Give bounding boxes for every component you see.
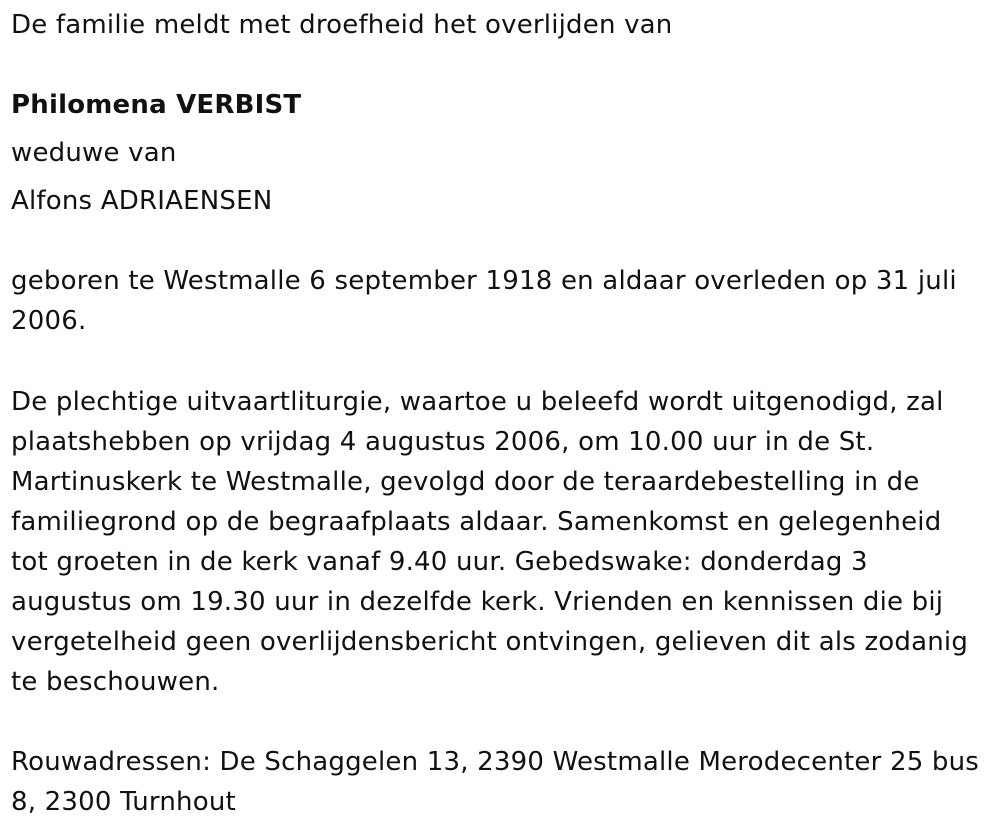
relation-text: weduwe van (11, 138, 177, 168)
intro-text: De familie meldt met droefheid het overlijden van (11, 10, 673, 40)
deceased-name: Philomena VERBIST (11, 90, 302, 120)
addresses-paragraph: Rouwadressen: De Schaggelen 13, 2390 Westmalle Merodecenter 25 bus 8, 2300 Turnhout (11, 747, 980, 817)
funeral-paragraph: De plechtige uitvaartliturgie, waartoe u beleefd wordt uitgenodigd, zal plaatshebben op vrijdag 4 augustus 2006, om 10.00 uur in de St. Martinuskerk te Westmalle, gevolgd door de teraardebestelling in de familiegrond op de begraafplaats aldaar. Samenkomst en gelegenheid tot groeten in de kerk vanaf 9.40 uur. Gebedswake: donderdag 3 augustus om 19.30 uur in dezelfde kerk. Vrienden en kennissen die bij vergetelheid geen overlijdensbericht ontvingen, gelieven dit als zodanig te beschouwen. (11, 387, 969, 697)
spouse-name: Alfons ADRIAENSEN (11, 186, 273, 216)
birth-death-paragraph: geboren te Westmalle 6 september 1918 en aldaar overleden op 31 juli 2006. (11, 266, 957, 336)
